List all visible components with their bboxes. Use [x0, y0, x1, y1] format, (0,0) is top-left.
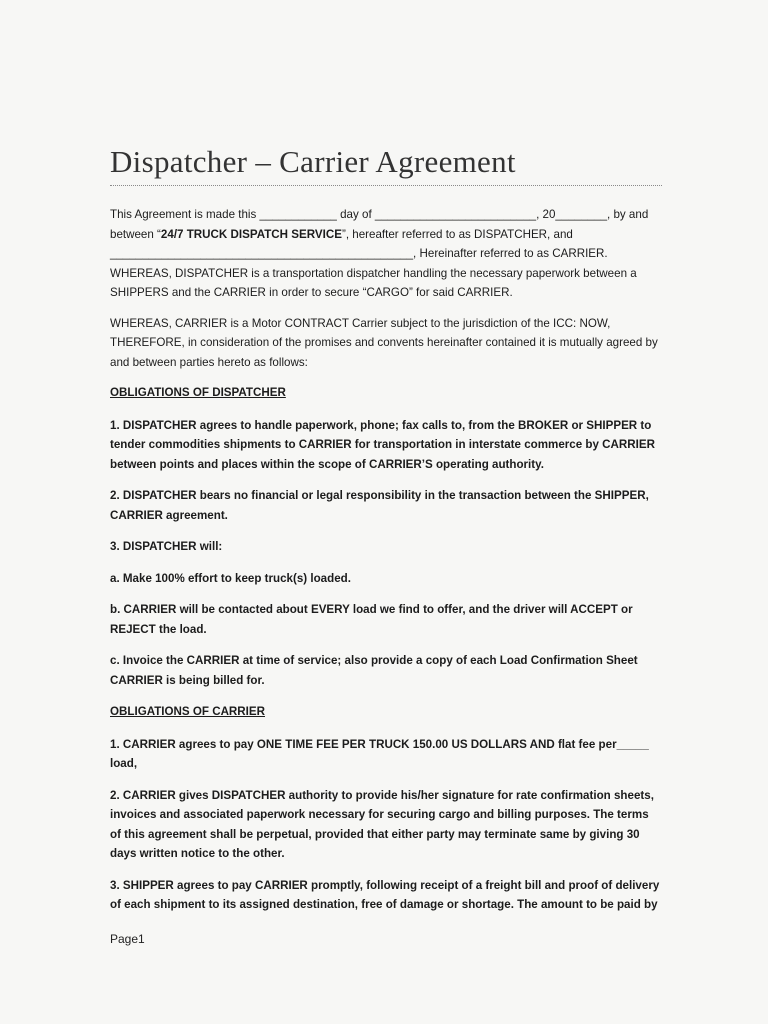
whereas-dispatcher-paragraph: WHEREAS, DISPATCHER is a transportation dispatcher handling the necessary paperwork between a SHIPPERS and the CARRIER in order to secure “CARGO” for said CARRIER.	[110, 266, 637, 299]
dispatcher-item-3c: c. Invoice the CARRIER at time of service; also provide a copy of each Load Confirmation Sheet CARRIER is being billed for.	[110, 654, 638, 687]
dispatcher-obligations-heading: OBLIGATIONS OF DISPATCHER	[110, 386, 286, 399]
document-title: Dispatcher – Carrier Agreement	[110, 144, 516, 179]
dispatcher-item-3: 3. DISPATCHER will:	[110, 540, 223, 553]
dispatcher-company-name: 24/7 TRUCK DISPATCH SERVICE	[160, 227, 342, 241]
intro-paragraph	[110, 205, 662, 264]
intro-line-1: This Agreement is made this ____________ day of _________________________, 20________, by and	[110, 208, 649, 221]
title-underline	[110, 185, 662, 186]
intro-line-3: _______________________________________________, Hereinafter referred to as CARRIER.	[110, 247, 608, 260]
carrier-obligations-heading: OBLIGATIONS OF CARRIER	[110, 705, 266, 718]
intro-line-2-start: between “	[110, 227, 161, 241]
dispatcher-item-1: 1. DISPATCHER agrees to handle paperwork, phone; fax calls to, from the BROKER or SHIPPER to tender commodities shipments to CARRIER for transportation in interstate commerce by CARRIER between points and places within the scope of CARRIER’S operating authority.	[110, 418, 655, 471]
carrier-item-3: 3. SHIPPER agrees to pay CARRIER promptly, following receipt of a freight bill and proof of delivery of each shipment to its assigned destination, free of damage or shortage. The amount to be paid by	[110, 878, 660, 911]
document-body	[110, 205, 662, 927]
carrier-item-1: 1. CARRIER agrees to pay ONE TIME FEE PER TRUCK 150.00 US DOLLARS AND flat fee per_____ load,	[110, 737, 649, 770]
dispatcher-item-3b: b. CARRIER will be contacted about EVERY load we find to offer, and the driver will ACCEPT or REJECT the load.	[110, 603, 633, 636]
carrier-item-2: 2. CARRIER gives DISPATCHER authority to provide his/her signature for rate confirmation sheets, invoices and associated paperwork necessary for securing cargo and billing purposes. The terms of this agreement shall be perpetual, provided that either party may terminate same by giving 30 days written notice to the other.	[110, 788, 654, 860]
intro-line-2-end: ”, hereafter referred to as DISPATCHER, and	[341, 227, 573, 241]
dispatcher-item-3a: a. Make 100% effort to keep truck(s) loaded.	[110, 571, 351, 585]
page-number: Page1	[110, 932, 145, 946]
whereas-carrier-paragraph: WHEREAS, CARRIER is a Motor CONTRACT Carrier subject to the jurisdiction of the ICC: NOW, THEREFORE, in consideration of the promises and convents hereinafter contained it is mutually agreed by and between parties hereto as follows:	[110, 316, 658, 369]
dispatcher-item-2: 2. DISPATCHER bears no financial or legal responsibility in the transaction between the SHIPPER, CARRIER agreement.	[110, 489, 649, 522]
